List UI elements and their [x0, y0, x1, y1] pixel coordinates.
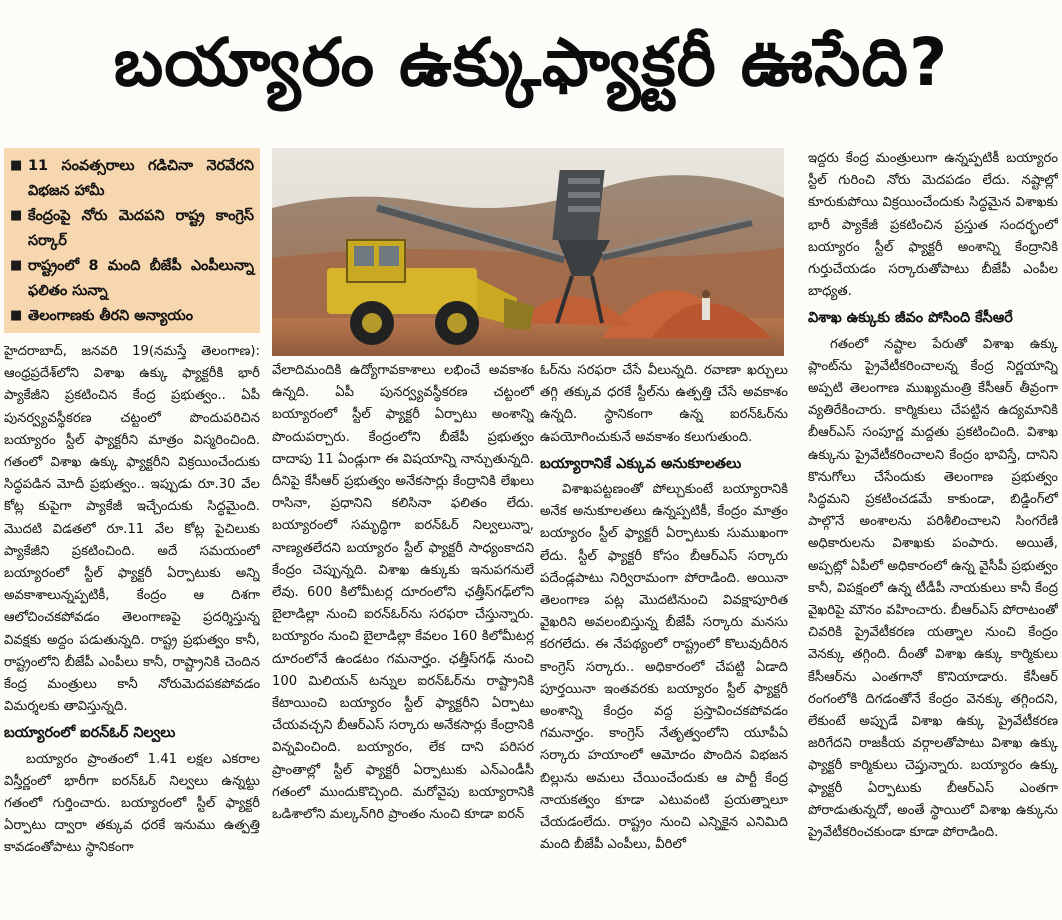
article-column-3 — [540, 360, 788, 920]
subhead-iron-ore: బయ్యారంలో ఐరన్‌ఓర్ నిల్వలు — [4, 725, 176, 742]
article-column-4 — [808, 148, 1058, 920]
subhead-advantages: బయ్యారానికే ఎక్కువ అనుకూలతలు — [540, 455, 742, 472]
subhead-kcr: విశాఖ ఉక్కుకు జీవం పోసింది కేసీఆరే — [808, 310, 1013, 327]
article-column-1 — [4, 148, 260, 920]
highlights-list — [10, 154, 254, 329]
highlight-item: ■ 11 సంవత్సరాలు గడిచినా నెరవేరని విభజన హామీ — [10, 154, 254, 204]
highlights-box — [4, 148, 260, 333]
mining-photo — [272, 148, 784, 356]
highlight-item: ■ తెలంగాణకు తీరని అన్యాయం — [10, 304, 254, 329]
highlight-item: ■ రాష్ట్రంలో 8 మంది బీజేపీ ఎంపీలున్నా ఫలితం సున్నా — [10, 254, 254, 304]
photo-gutter — [784, 148, 804, 356]
headline-banner — [0, 0, 1062, 140]
highlight-item: ■ కేంద్రంపై నోరు మెదపని రాష్ట్ర కాంగ్రెస్ సర్కార్ — [10, 204, 254, 254]
loader-and-conveyor-illustration — [272, 148, 784, 356]
body-paragraph: విశాఖపట్టణంతో పోల్చుకుంటే బయ్యారానికి అనేక అనుకూలతలు ఉన్నప్పటికీ, కేంద్రం మాత్రం బయ్యారం స్టీల్ ఫ్యాక్టరీ ఏర్పాటుకు సుముఖంగా లేదు. స్టీల్ ఫ్యాక్టరీ కోసం బీఆర్‌ఎస్ సర్కారు పదేండ్లపాటు నిర్విరామంగా పోరాడింది. అయినా తెలంగాణ పట్ల మొదటినుంచి వివక్షాపూరిత వైఖరిని అవలంబిస్తున్న బీజేపీ సర్కారు మనసు కరగలేదు. ఈ నేపథ్యంలో రాష్ట్రంలో కొలువుదీరిన కాంగ్రెస్ సర్కారు.. అధికారంలో చేపట్టి ఏడాది పూర్తయినా ఇంతవరకు బయ్యారం స్టీల్ ఫ్యాక్టరీ అంశాన్ని కేంద్రం వద్ద ప్రస్తావించకపోవడం గమనార్హం. కాంగ్రెస్ నేతృత్వంలోని యూపీఏ సర్కారు హయాంలో ఆమోదం పొందిన విభజన బిల్లును అమలు చేయించేందుకు ఆ పార్టీ కేంద్ర నాయకత్వం కూడా ఎటువంటి ప్రయత్నాలూ చేయడంలేదు. రాష్ట్రం నుంచి ఎన్నికైన ఎనిమిది మంది బీజేపీ ఎంపీలు, వీరిలో — [540, 482, 788, 853]
body-paragraph: వేలాదిమందికి ఉద్యోగావకాశాలు లభించే అవకాశం ఉన్నది. ఏపీ పునర్వ్యవస్థీకరణ చట్టంలో బయ్యారంలో స్టీల్ ఫ్యాక్టరీ ఏర్పాటు అంశాన్ని పొందుపర్చారు. కేంద్రంలోని బీజేపీ ప్రభుత్వం దాదాపు 11 ఏండ్లుగా ఈ విషయాన్ని నాన్చుతున్నది. దీనిపై కేసీఆర్ ప్రభుత్వం అనేకసార్లు కేంద్రానికి లేఖలు రాసినా, ప్రధానిని కలిసినా ఫలితం లేదు. బయ్యారంలో సమృద్ధిగా ఐరన్‌ఓర్ నిల్వలున్నా, నాణ్యతలేదని బయ్యారం స్టీల్ ఫ్యాక్టరీ సాధ్యంకాదని కేంద్రం చెప్పున్నది. విశాఖ ఉక్కుకు ఇనుపగనులే లేవు. 600 కిలోమీటర్ల దూరంలోని ఛత్తీస్‌గఢ్‌లోని బైలాడిల్లా నుంచి ఐరన్‌ఓర్‌ను సరఫరా చేస్తున్నారు. బయ్యారం నుంచి బైలాడిల్లా కేవలం 160 కిలోమీటర్ల దూరంలోనే ఉండటం గమనార్హం. ఛత్తీస్‌గఢ్ నుంచి 100 మిలియన్ టన్నుల ఐరన్‌ఓర్‌ను రాష్ట్రానికి కేటాయించి బయ్యారం స్టీల్ ఫ్యాక్టరీని ఏర్పాటు చేయవచ్చని బీఆర్‌ఎస్ సర్కారు అనేకసార్లు కేంద్రానికి విన్నవించింది. బయ్యారం, లేక దాని పరిసర ప్రాంతాల్లో స్టీల్ ఫ్యాక్టరీ ఏర్పాటుకు ఎన్‌ఎండీసీ గతంలో ముందుకొచ్చింది. మరోవైపు బయ్యారానికి ఒడిశాలోని మల్కన్‌గిరి ప్రాంతం నుంచి కూడా ఐరన్‌ — [272, 363, 534, 823]
body-paragraph: ఓర్‌ను సరఫరా చేసే వీలున్నది. రవాణా ఖర్చులు తగ్గి తక్కువ ధరకే స్టీల్‌ను ఉత్పత్తి చేసే అవకాశం ఉన్నది. స్థానికంగా ఉన్న ఐరన్‌ఓర్‌ను ఉపయోగించుకునే అవకాశం కలుగుతుంది. — [540, 363, 788, 445]
body-paragraph: బయ్యారం ప్రాంతంలో 1.41 లక్షల ఎకరాల విస్తీర్ణంలో భారీగా ఐరన్‌ఓర్ నిల్వలు ఉన్నట్టు గతంలో గుర్తించారు. బయ్యారంలో స్టీల్ ఫ్యాక్టరీ ఏర్పాటు ద్వారా తక్కువ ధరకే ఇనుము ఉత్పత్తి కావడంతోపాటు స్థానికంగా — [4, 751, 260, 856]
dateline-paragraph: హైదరాబాద్, జనవరి 19(నమస్తే తెలంగాణ): ఆంధ్రప్రదేశ్‌లోని విశాఖ ఉక్కు ఫ్యాక్టరీకి భారీ ప్యాకేజీని ప్రకటించిన కేంద్ర ప్రభుత్వం.. ఏపీ పునర్వ్యవస్థీకరణ చట్టంలో పొందుపరిచిన బయ్యారం స్టీల్ ఫ్యాక్టరీని మాత్రం విస్మరించింది. గతంలో విశాఖ ఉక్కు ఫ్యాక్టరీని విక్రయించేందుకు సిద్ధపడిన మోదీ ప్రభుత్వం.. ఇప్పుడు రూ.30 వేల కోట్ల కుపైగా ప్యాకేజీ ఇచ్చేందుకు సిద్ధమైంది. మొదటి విడతలో రూ.11 వేల కోట్ల పైచిలుకు ప్యాకేజీని ప్రకటించింది. అదే సమయంలో బయ్యారంలో స్టీల్ ఫ్యాక్టరీ ఏర్పాటుకు అన్ని అవకాశాలున్నప్పటికీ, కేంద్రం ఆ దిశగా ఆలోచించకపోవడం తెలంగాణపై ప్రదర్శిస్తున్న వివక్షకు అద్దం పడుతున్నది. రాష్ట్ర ప్రభుత్వం కానీ, రాష్ట్రంలోని బీజేపీ ఎంపీలు కానీ, రాష్ట్రానికి చెందిన కేంద్ర మంత్రులు కానీ నోరుమెదపకపోవడం విమర్శలకు తావిస్తున్నది. — [4, 344, 260, 715]
headline: బయ్యారం ఉక్కుఫ్యాక్టరీ ఊసేది? — [113, 23, 949, 101]
article-column-2 — [272, 360, 534, 920]
body-paragraph: ఇద్దరు కేంద్ర మంత్రులుగా ఉన్నప్పటికీ బయ్యారం స్టీల్ గురించి నోరు మెదపడం లేదు. నష్టాల్లో కూరుకుపోయి విక్రయించేందుకు సిద్ధమైన విశాఖకు భారీ ప్యాకేజీ ప్రకటించిన ప్రస్తుత సందర్భంలో బయ్యారం స్టీల్ ఫ్యాక్టరీ అంశాన్ని కేంద్రానికి గుర్తుచేయడం సర్కారుతోపాటు బీజేపీ ఎంపీల బాధ్యత. — [808, 151, 1058, 300]
body-paragraph: గతంలో నష్టాల పేరుతో విశాఖ ఉక్కు ప్లాంట్‌ను ప్రైవేటీకరించాలన్న కేంద్ర నిర్ణయాన్ని అప్పటి తెలంగాణ ముఖ్యమంత్రి కేసీఆర్ తీవ్రంగా వ్యతిరేకించారు. కార్మికులు చేపట్టిన ఉద్యమానికి బీఆర్‌ఎస్ సంపూర్ణ మద్దతు ప్రకటించింది. విశాఖ ఉక్కును ప్రైవేటీకరించాలని కేంద్రం భావిస్తే, దానిని కొనుగోలు చేసేందుకు తెలంగాణ ప్రభుత్వం సిద్ధమని ప్రకటించడమే కాకుండా, బిడ్డింగ్‌లో పాల్గొనే అంశాలను పరిశీలించాలని సింగరేణి అధికారులను విశాఖకు పంపారు. అయితే, అప్పట్లో ఏపీలో అధికారంలో ఉన్న వైసీపీ ప్రభుత్వం కానీ, విపక్షంలో ఉన్న టీడీపీ నాయకులు కానీ కేంద్ర వైఖరిపై మౌనం వహించారు. బీఆర్‌ఎస్ పోరాటంతో చివరికి ప్రైవేటీకరణ యత్నాల నుంచి కేంద్రం వెనక్కు తగ్గింది. దీంతో విశాఖ ఉక్కు కార్మికులు కేసీఆర్‌ను ఎంతగానో కొనియాడారు. కేసీఆర్ రంగంలోకి దిగడంతోనే కేంద్రం వెనక్కు తగ్గిందని, లేకుంటే అప్పుడే విశాఖ ఉక్కు ప్రైవేటీకరణ జరిగేదని రాజకీయ వర్గాలతోపాటు విశాఖ ఉక్కు ఫ్యాక్టరీ కార్మికులు చెప్తున్నారు. బయ్యారం ఉక్కు ఫ్యాక్టరీ ఏర్పాటుకు బీఆర్‌ఎస్ ఎంతగా పోరాడుతున్నదో, అంతే స్థాయిలో విశాఖ ఉక్కును ప్రైవేటీకరించకుండా కూడా పోరాడింది. — [808, 336, 1058, 841]
